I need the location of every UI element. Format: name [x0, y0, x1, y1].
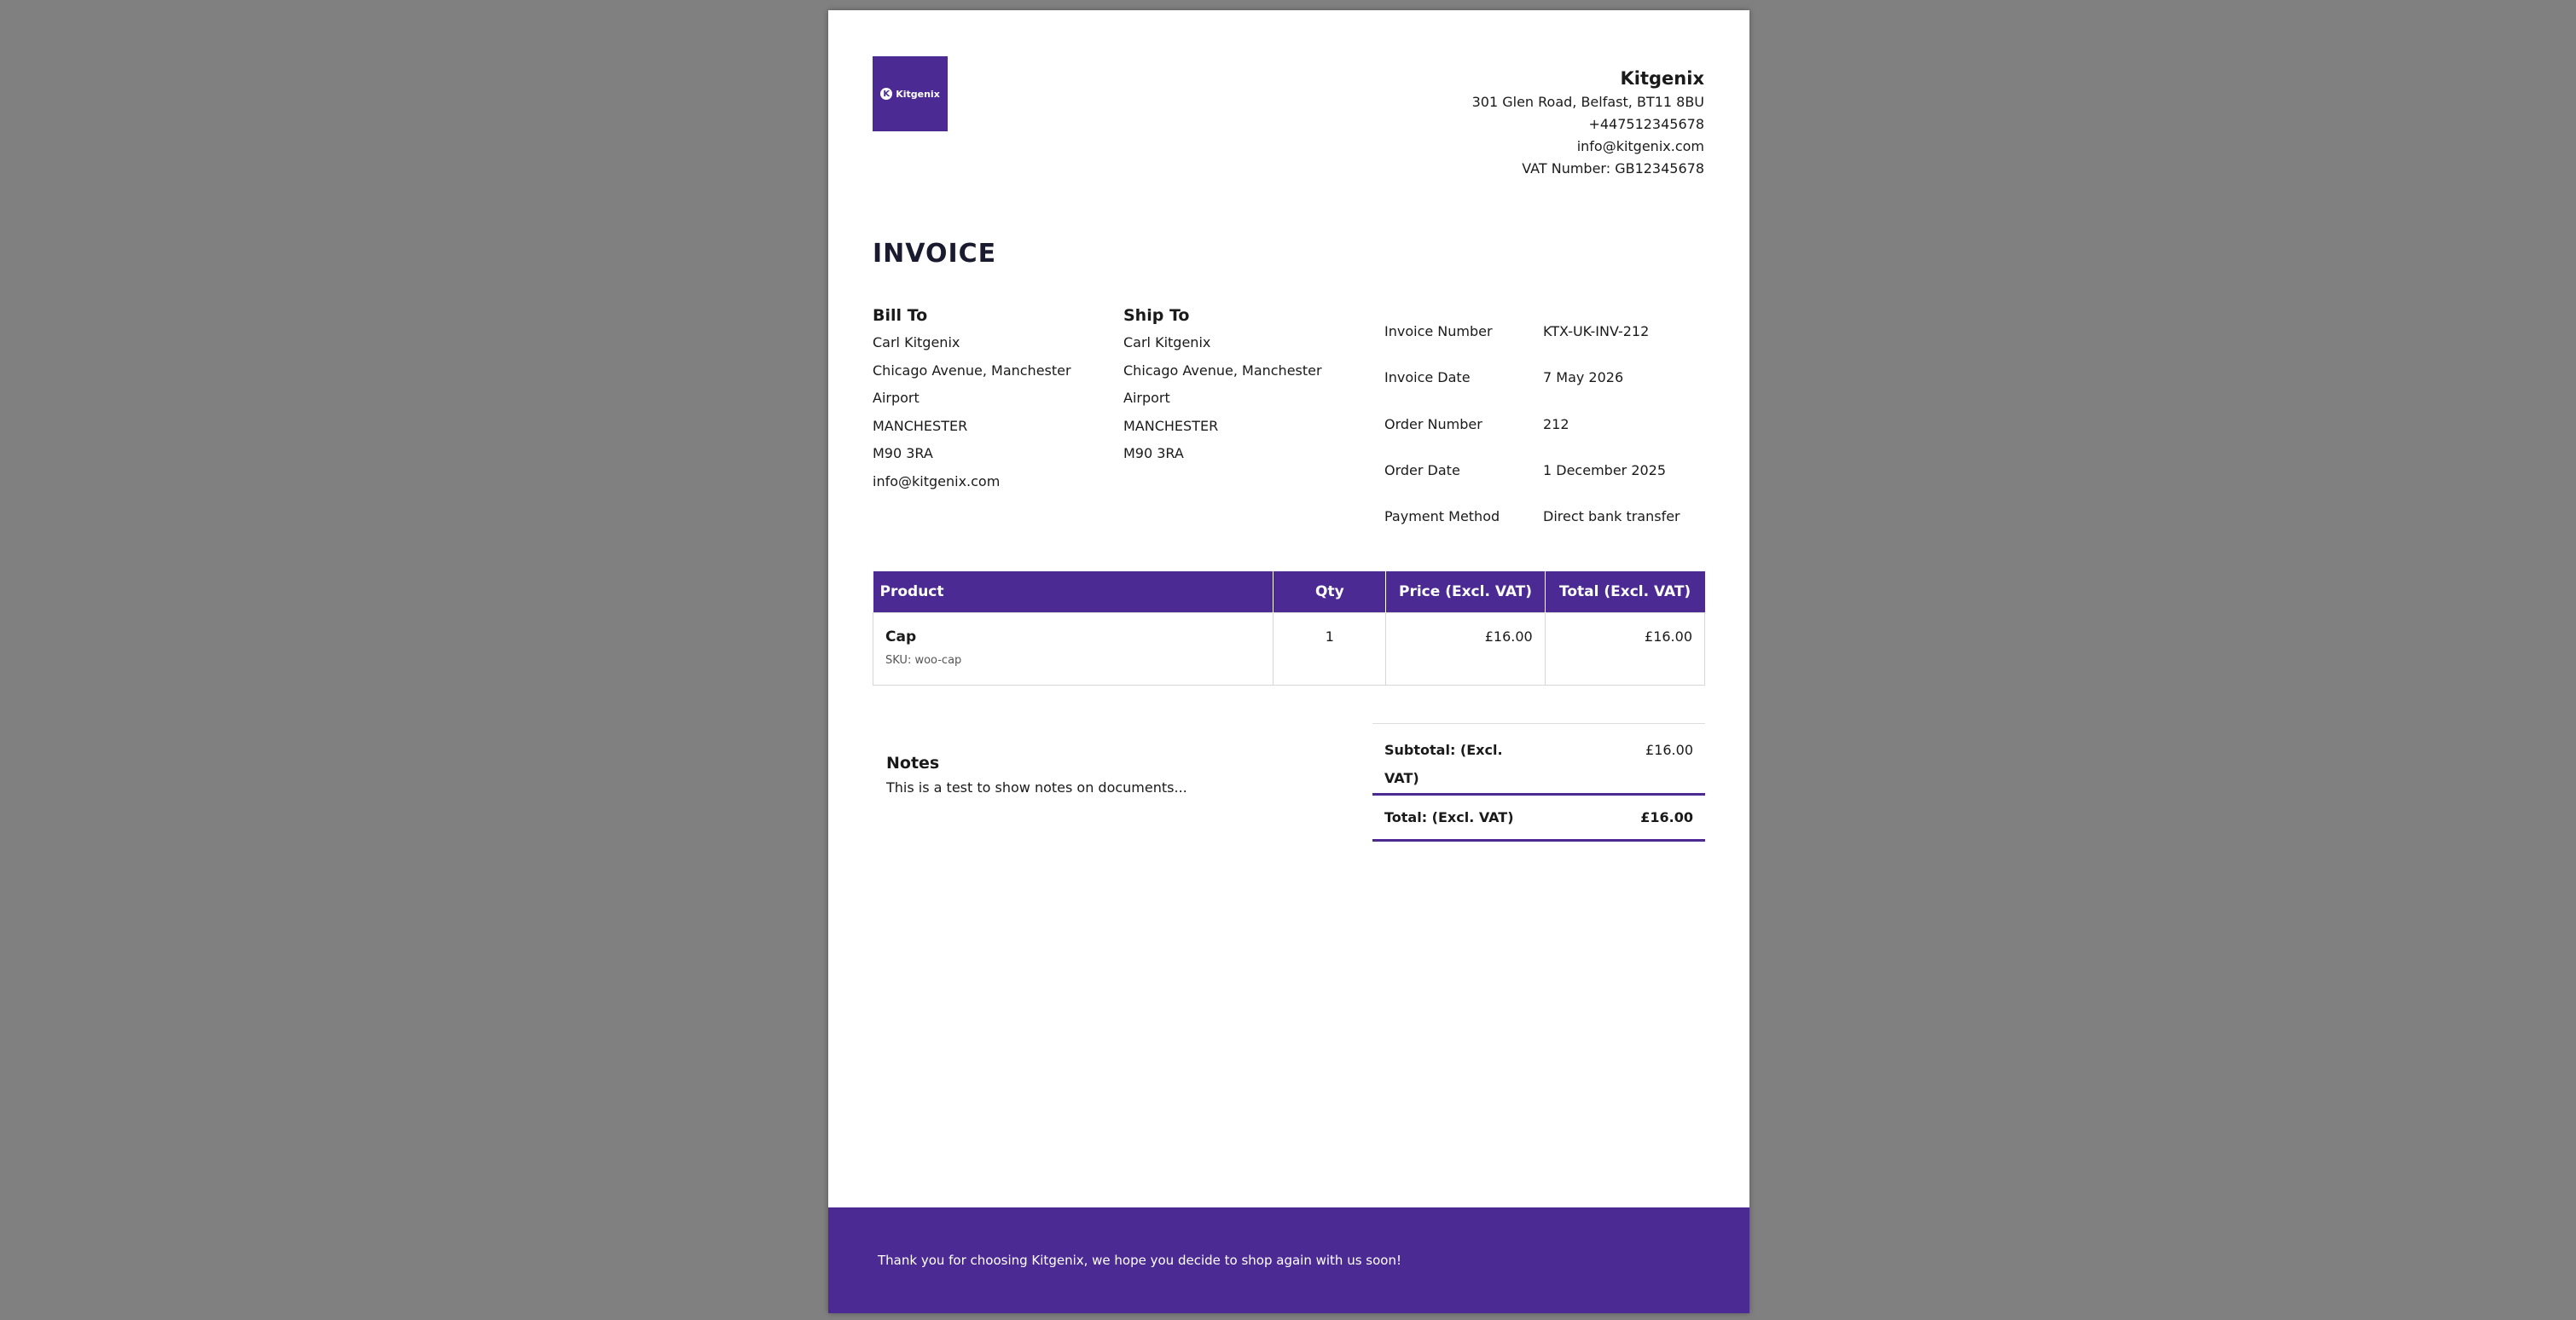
bill-to-line: M90 3RA [873, 445, 933, 461]
ship-to-section [1123, 304, 1354, 468]
notes-section [886, 754, 1364, 796]
notes-text: This is a test to show notes on documents... [886, 779, 1187, 796]
totals-section [1372, 723, 1705, 842]
meta-value: Direct bank transfer [1543, 508, 1680, 524]
invoice-meta [1384, 316, 1680, 547]
header-total: Total (Excl. VAT) [1545, 571, 1704, 613]
shop-details [1472, 67, 1704, 180]
ship-to-line: Airport [1123, 390, 1170, 406]
meta-value: 1 December 2025 [1543, 461, 1667, 478]
shop-name: Kitgenix [1620, 68, 1704, 89]
total-value: £16.00 [1640, 809, 1693, 825]
product-name: Cap [885, 628, 917, 646]
line-items-table [873, 571, 1705, 686]
ship-to-line: MANCHESTER [1123, 417, 1219, 434]
subtotal-value: £16.00 [1645, 742, 1693, 758]
ship-to-line: Carl Kitgenix [1123, 334, 1211, 350]
logo-mark-icon: K [880, 88, 892, 100]
table-row [873, 613, 1705, 686]
table-header-row [873, 571, 1705, 613]
footer-banner [828, 1207, 1749, 1313]
bill-to-email: info@kitgenix.com [873, 472, 1001, 489]
subtotal-row [1372, 724, 1705, 796]
meta-row-invoice-date [1384, 362, 1680, 408]
meta-row-order-number [1384, 408, 1680, 454]
notes-heading: Notes [886, 754, 940, 773]
meta-label: Order Number [1384, 415, 1482, 432]
shop-phone: +447512345678 [1588, 116, 1704, 132]
bill-to-line: Carl Kitgenix [873, 334, 960, 350]
meta-value: 212 [1543, 415, 1569, 432]
bill-to-line: MANCHESTER [873, 417, 968, 434]
cell-qty: 1 [1273, 613, 1386, 686]
cell-total: £16.00 [1545, 613, 1704, 686]
logo-text: Kitgenix [896, 88, 940, 100]
bill-to-section [873, 304, 1103, 495]
meta-label: Invoice Number [1384, 323, 1493, 339]
ship-to-heading: Ship To [1123, 306, 1190, 325]
shop-email: info@kitgenix.com [1576, 138, 1704, 154]
bill-to-heading: Bill To [873, 306, 928, 325]
header-qty: Qty [1273, 571, 1386, 613]
total-label: Total: (Excl. VAT) [1384, 809, 1514, 825]
cell-price: £16.00 [1386, 613, 1545, 686]
meta-value: 7 May 2026 [1543, 369, 1624, 386]
footer-text: Thank you for choosing Kitgenix, we hope you decide to shop again with us soon! [878, 1253, 1401, 1268]
meta-row-order-date [1384, 454, 1680, 501]
shop-vat-number: VAT Number: GB12345678 [1522, 160, 1704, 177]
invoice-page [828, 10, 1749, 1313]
ship-to-line: Chicago Avenue, Manchester [1123, 362, 1322, 379]
header-product: Product [873, 571, 1273, 613]
bill-to-line: Airport [873, 390, 920, 406]
meta-row-payment-method [1384, 501, 1680, 547]
meta-row-invoice-number [1384, 316, 1680, 362]
shop-address: 301 Glen Road, Belfast, BT11 8BU [1471, 94, 1704, 110]
ship-to-line: M90 3RA [1123, 445, 1184, 461]
meta-label: Order Date [1384, 461, 1460, 478]
product-sku: SKU: woo-cap [885, 654, 962, 667]
document-title: INVOICE [873, 239, 997, 269]
total-row [1372, 796, 1705, 842]
cell-product [873, 613, 1273, 686]
header-price: Price (Excl. VAT) [1386, 571, 1545, 613]
meta-label: Payment Method [1384, 508, 1500, 524]
meta-label: Invoice Date [1384, 369, 1471, 386]
meta-value: KTX-UK-INV-212 [1543, 323, 1650, 339]
subtotal-label: Subtotal: (Excl. VAT) [1384, 742, 1503, 786]
bill-to-line: Chicago Avenue, Manchester [873, 362, 1071, 379]
company-logo [873, 56, 948, 131]
